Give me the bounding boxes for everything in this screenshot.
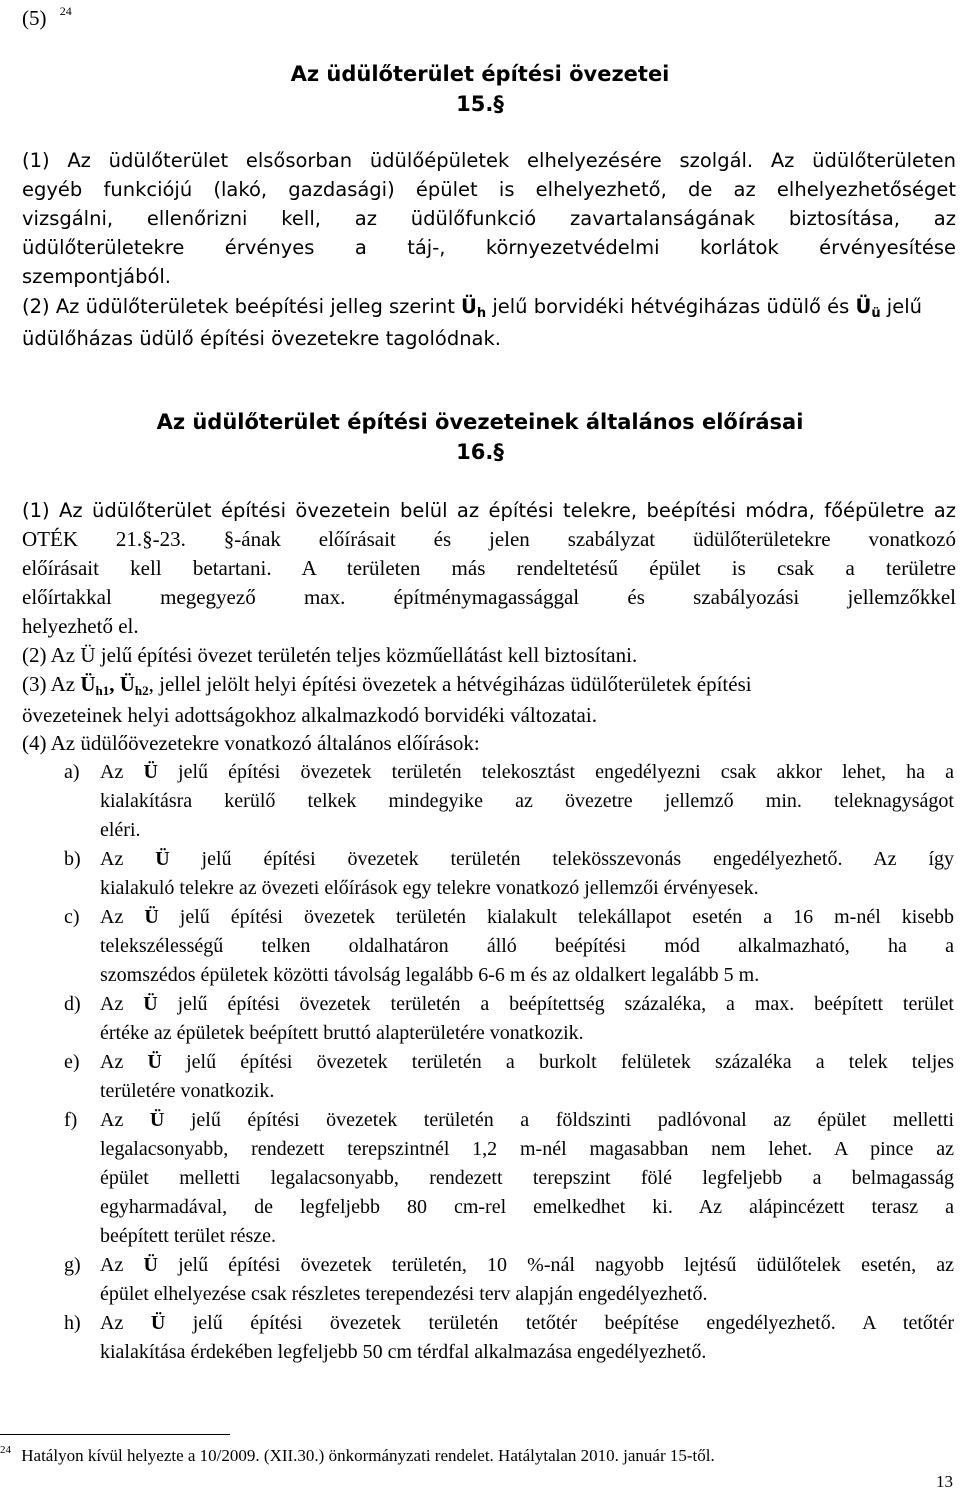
list-item (22, 1251, 956, 1309)
text-line: övezeteinek helyi adottságokhoz alkalmazkodó borvidéki változatai. (22, 703, 597, 727)
text-line: üdülőterületekre érvényes a táj-, környezetvédelmi korlátok érvényesítése (22, 236, 956, 259)
list-items-container (22, 758, 956, 1367)
list-item-body (100, 1106, 954, 1251)
paragraph-marker (22, 6, 72, 31)
text-line: OTÉK 21.§-23. §-ának előírásait és jelen szabályzat üdülőterületekre vonatkozó (22, 527, 956, 551)
section-16-paragraph-1 (22, 496, 956, 641)
footnote-number: 24 (0, 1444, 11, 1456)
section-15-paragraph-2 (22, 292, 956, 353)
section-15-title: Az üdülőterület építési övezetei (290, 62, 670, 86)
footnote-text: Hatályon kívül helyezte a 10/2009. (XII.30.) önkormányzati rendelet. Hatálytalan 2010. január 15-től. (21, 1446, 715, 1465)
list-item (22, 1048, 956, 1106)
page-number: 13 (936, 1472, 953, 1491)
paragraph-number: (5) (22, 6, 47, 30)
list-item (22, 990, 956, 1048)
list-item-body (100, 990, 954, 1048)
text-line: (1) Az üdülőterület építési övezetein belül az építési telekre, beépítési módra, főépületre az (22, 499, 956, 522)
zone-code: Ü (143, 993, 158, 1015)
list-item-body (100, 845, 954, 903)
list-item-body (100, 758, 954, 845)
text-line: előírásait kell betartani. A területen más rendeltetésű épület is csak a területre (22, 556, 956, 580)
text-line: Az Ü jelű építési övezetek területén kialakult telekállapot esetén a 16 m-nél kisebb (100, 906, 954, 928)
text-line: kialakuló telekre az övezeti előírások egy telekre vonatkozó jellemzői érvényesek. (100, 877, 759, 899)
section-16-paragraph-4: (4) Az üdülőövezetekre vonatkozó általános előírások: (22, 731, 480, 755)
text-line: helyezhető el. (22, 614, 139, 638)
text-line: előírtakkal megegyező max. építménymagassággal és szabályozási jellemzőkkel (22, 585, 956, 609)
text-line: Az Ü jelű építési övezetek területén telekösszevonás engedélyezhető. Az így (100, 848, 955, 870)
zone-code: Ü (80, 672, 96, 696)
text-line: szempontjából. (22, 265, 171, 288)
list-item-letter: e) (64, 1051, 80, 1073)
section-15-paragraph-1 (22, 146, 956, 291)
text-line: Az Ü jelű építési övezetek területén a burkolt felületek százaléka a telek teljes (100, 1051, 954, 1073)
text-line: üdülőházas üdülő építési övezetekre tagolódnak. (22, 327, 501, 350)
list-item-body (100, 1048, 954, 1106)
zone-code: Ü (461, 295, 477, 318)
text-line: Az Ü jelű építési övezetek területén a beépítettség százaléka, a max. beépített terület (100, 993, 954, 1015)
section-16-paragraph-3 (22, 670, 956, 730)
section-15-number: 15.§ (456, 92, 504, 116)
list-item (22, 903, 956, 990)
list-item-body (100, 903, 954, 990)
text-line: eléri. (100, 819, 141, 841)
zone-code: Ü (855, 295, 872, 318)
zone-code: Ü (155, 848, 170, 870)
text-line: (2) Az üdülőterületek beépítési jelleg szerint $Ü_h$ jelű borvidéki hétvégiházas üdülő és $Ü_ü$ jelű (22, 295, 922, 321)
section-16-title: Az üdülőterület építési övezeteinek általános előírásai (156, 410, 804, 434)
section-16-paragraph-2: (2) Az Ü jelű építési övezet területén teljes közműellátást kell biztosítani. (22, 643, 638, 667)
text-line: épület elhelyezése csak részletes terependezési terv alapján engedélyezhető. (100, 1283, 708, 1305)
list-item (22, 845, 956, 903)
list-item (22, 1309, 956, 1367)
text-line: vizsgálni, ellenőrizni kell, az üdülőfunkció zavartalanságának biztosítása, az (22, 207, 956, 230)
list-item (22, 758, 956, 845)
zone-code: Ü (150, 1312, 166, 1334)
list-item-letter: h) (64, 1312, 81, 1334)
text-line: Az Ü jelű építési övezetek területén, 10 %-nál nagyobb lejtésű üdülőtelek esetén, az (100, 1254, 954, 1276)
text-line: telekszélességű telken oldalhatáron álló beépítési mód alkalmazható, ha a (100, 935, 954, 957)
list-item-letter: b) (64, 848, 81, 870)
section-16-number: 16.§ (456, 440, 504, 464)
list-item-body (100, 1309, 954, 1367)
footnote-divider (0, 1434, 230, 1435)
text-line: (1) Az üdülőterület elsősorban üdülőépületek elhelyezésére szolgál. Az üdülőterületen (22, 149, 956, 172)
list-item-letter: g) (64, 1254, 81, 1276)
text-line: Az Ü jelű építési övezetek területén a földszinti padlóvonal az épület melletti (100, 1109, 954, 1131)
text-line: szomszédos épületek közötti távolság legalább 6-6 m és az oldalkert legalább 5 m. (100, 964, 760, 986)
zone-code: Ü (119, 672, 135, 696)
text-line: Az Ü jelű építési övezetek területén telekosztást engedélyezni csak akkor lehet, ha a (100, 761, 954, 783)
list-item (22, 1106, 956, 1251)
list-item-letter: a) (64, 761, 80, 783)
footnote (0, 1446, 715, 1466)
text-line: épület melletti legalacsonyabb, rendezett terepszint fölé legfeljebb a belmagasság (100, 1167, 954, 1189)
list-item-letter: c) (64, 906, 80, 928)
text-line: egyéb funkciójú (lakó, gazdasági) épület is elhelyezhető, de az elhelyezhetőséget (22, 178, 956, 201)
zone-code: Ü (143, 761, 158, 783)
text-line: legalacsonyabb, rendezett terepszintnél 1,2 m-nél magasabban nem lehet. A pince az (100, 1138, 954, 1160)
text-line: (3) Az Üh1, Üh2, jellel jelölt helyi építési övezetek a hétvégiházas üdülőterületek építési (22, 672, 752, 698)
zone-code: Ü (144, 906, 159, 928)
footnote-reference: 24 (59, 4, 72, 18)
list-item-letter: f) (64, 1109, 78, 1131)
text-line: kialakítása érdekében legfeljebb 50 cm térdfal alkalmazása engedélyezhető. (100, 1341, 707, 1363)
text-line: kialakításra kerülő telkek mindegyike az övezetre jellemző min. teleknagyságot (100, 790, 954, 812)
zone-code: Ü (147, 1051, 162, 1073)
zone-code: Ü (149, 1109, 165, 1131)
zone-code: Ü (143, 1254, 158, 1276)
list-item-letter: d) (64, 993, 81, 1015)
list-item-body (100, 1251, 954, 1309)
requirements-list (22, 758, 956, 1367)
text-line: Az Ü jelű építési övezetek területén tetőtér beépítése engedélyezhető. A tetőtér (100, 1312, 955, 1334)
text-line: egyharmadával, de legfeljebb 80 cm-rel emelkedhet ki. Az alápincézett terasz a (100, 1196, 954, 1218)
text-line: területére vonatkozik. (100, 1080, 275, 1102)
text-line: beépített terület része. (100, 1225, 277, 1247)
text-line: értéke az épületek beépített bruttó alapterületére vonatkozik. (100, 1022, 584, 1044)
